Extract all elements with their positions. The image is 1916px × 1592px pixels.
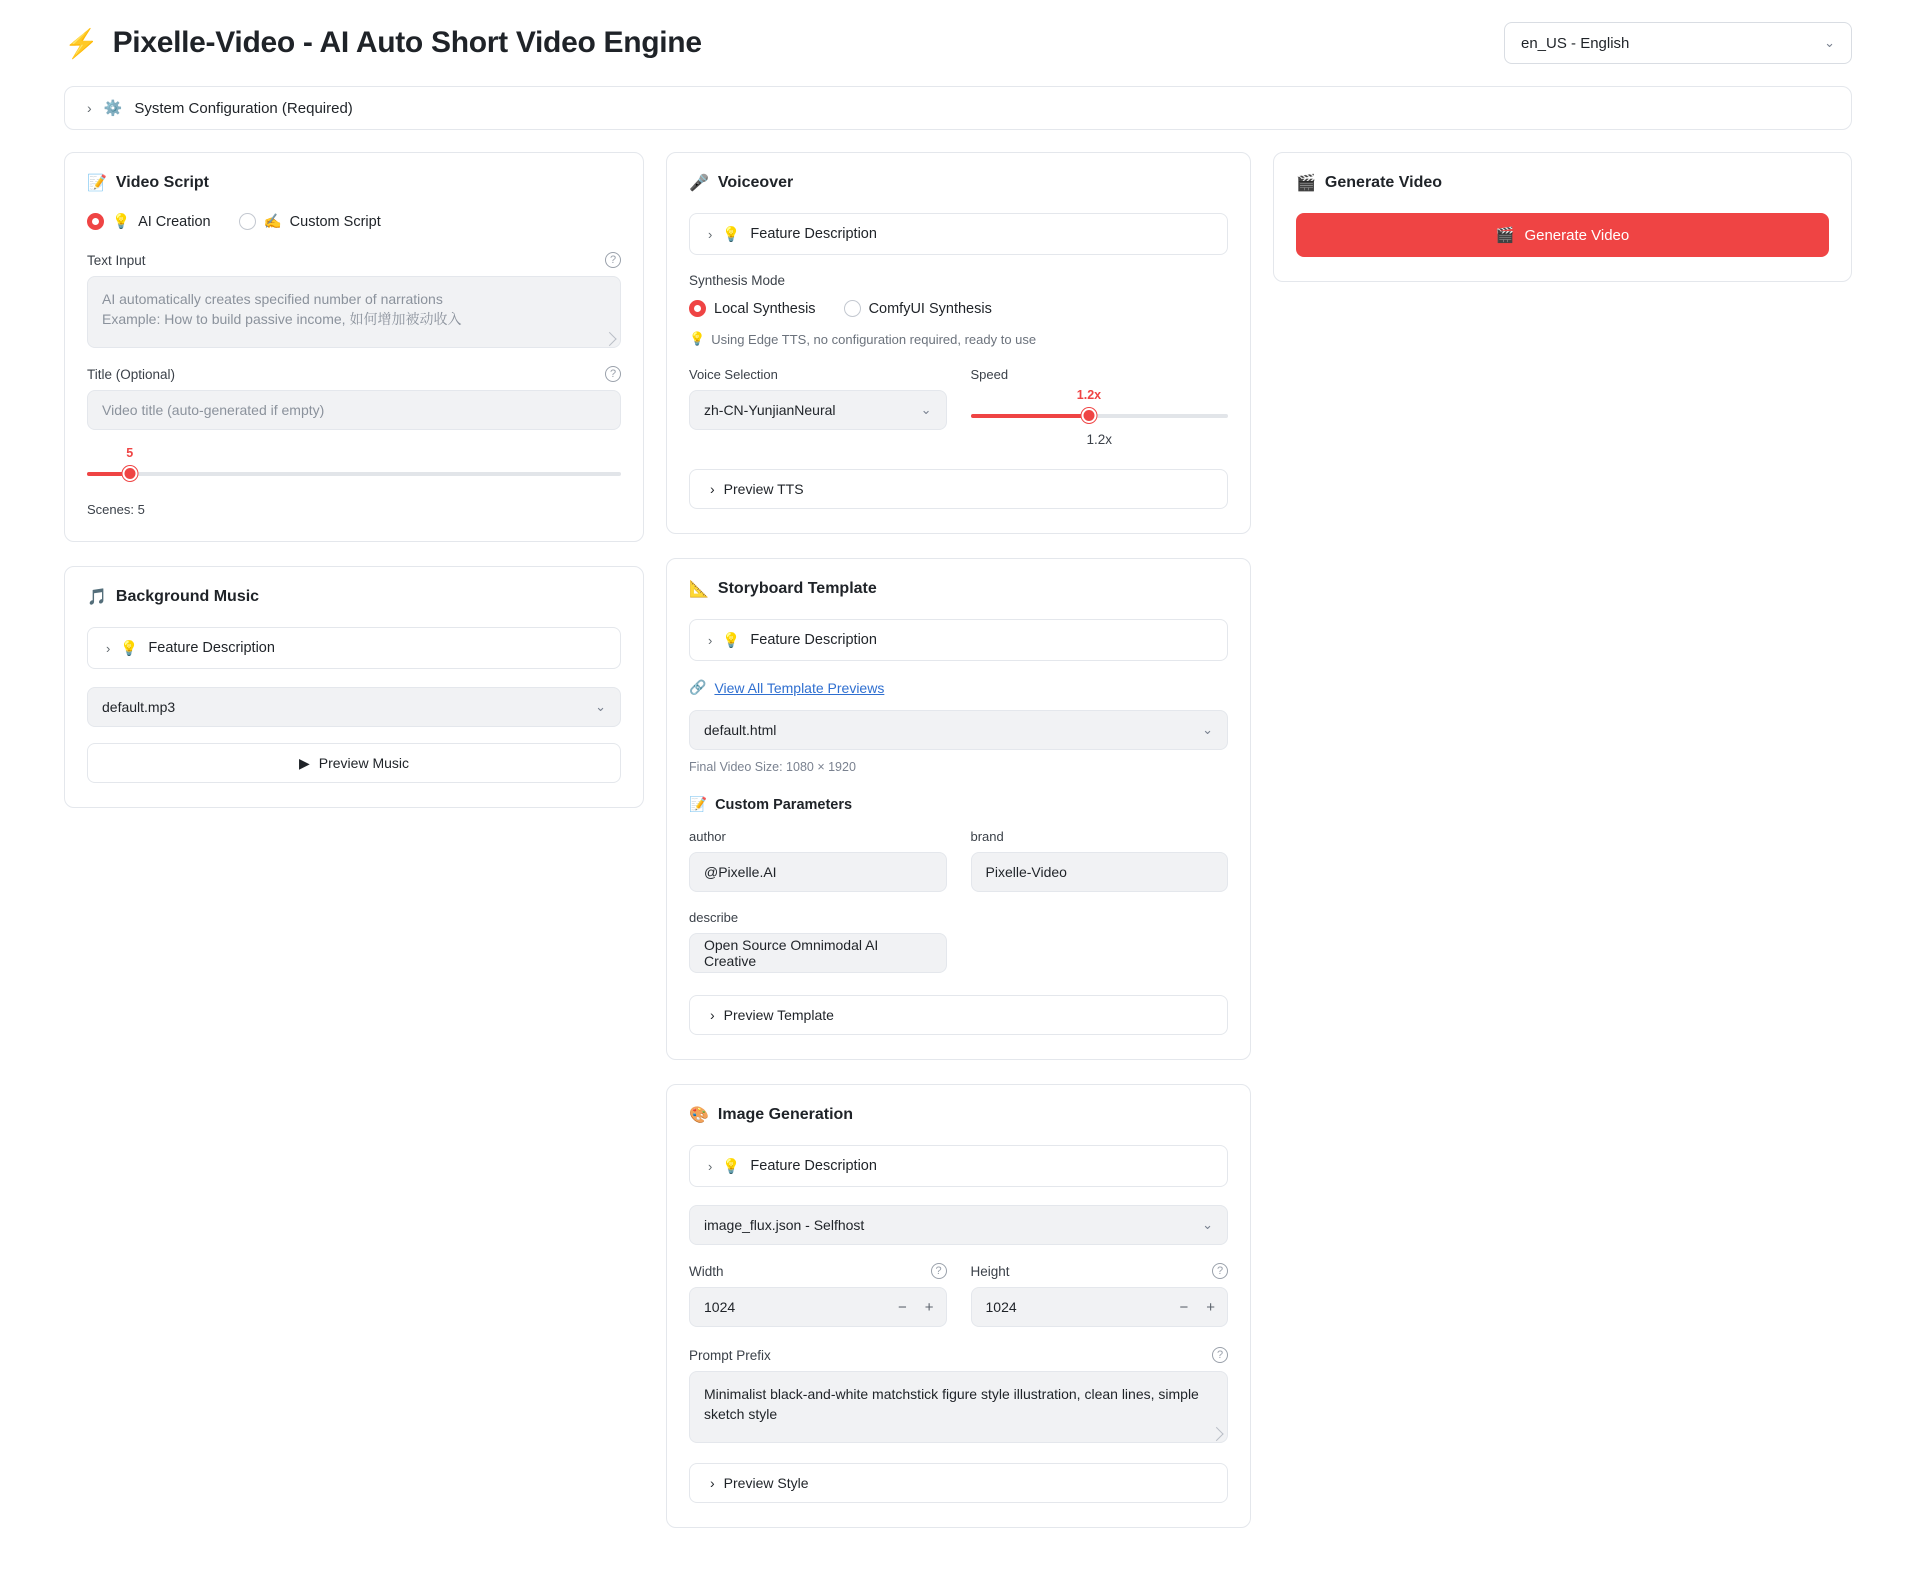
brand-value: Pixelle-Video	[985, 864, 1067, 880]
author-value: @Pixelle.AI	[704, 864, 777, 880]
width-label-row	[689, 1263, 947, 1279]
resize-handle-icon[interactable]	[1210, 1427, 1224, 1441]
brand-label: brand	[970, 829, 1004, 844]
voiceover-feature-description[interactable]	[689, 213, 1228, 255]
speed-slider[interactable]	[971, 390, 1229, 430]
speed-group	[971, 367, 1229, 447]
music-file-select[interactable]	[87, 687, 621, 727]
radio-local-synthesis[interactable]	[689, 300, 816, 317]
page-title-text: Pixelle-Video - AI Auto Short Video Engine	[112, 26, 702, 59]
bulb-icon: 💡	[722, 632, 741, 649]
chevron-right-icon: ›	[710, 1475, 715, 1491]
width-increment-button[interactable]: +	[924, 1298, 934, 1316]
preview-template-label: Preview Template	[723, 1007, 834, 1023]
author-brand-row	[689, 829, 1228, 892]
describe-value: Open Source Omnimodal AI Creative	[704, 937, 879, 969]
width-stepper-ops	[898, 1299, 934, 1316]
writing-hand-icon: ✍️	[263, 214, 282, 230]
help-icon[interactable]: ?	[605, 252, 621, 268]
music-note-icon: 🎵	[87, 589, 107, 606]
describe-group	[689, 910, 947, 973]
brand-field[interactable]	[971, 852, 1229, 892]
voiceover-hint	[689, 331, 1228, 347]
gear-icon: ⚙️	[103, 100, 123, 117]
text-input-label-row	[87, 252, 621, 268]
preview-template-button[interactable]	[689, 995, 1228, 1035]
microphone-icon: 🎤	[689, 175, 709, 192]
system-configuration-label: System Configuration (Required)	[134, 99, 353, 117]
image-generation-title	[689, 1105, 1228, 1125]
background-music-title-text: Background Music	[115, 588, 260, 605]
chevron-right-icon: ›	[710, 1007, 715, 1023]
chevron-down-icon: ⌄	[1824, 35, 1835, 50]
bolt-icon: ⚡	[64, 27, 99, 59]
palette-icon: 🎨	[689, 1107, 709, 1124]
bulb-icon: 💡	[689, 331, 706, 346]
help-icon[interactable]: ?	[1212, 1347, 1228, 1363]
bulb-icon: 💡	[722, 226, 741, 243]
column-middle	[666, 152, 1251, 1552]
ruler-icon: 📐	[689, 581, 709, 598]
width-decrement-button[interactable]: −	[897, 1298, 907, 1316]
background-music-card	[64, 566, 644, 808]
view-all-templates-link[interactable]: View All Template Previews	[714, 679, 885, 696]
brand-group	[971, 829, 1229, 892]
radio-local-synthesis-label: Local Synthesis	[714, 300, 816, 317]
synthesis-mode-radio-group	[689, 300, 1228, 317]
scenes-slider-value: 5	[126, 446, 134, 460]
help-icon[interactable]: ?	[931, 1263, 947, 1279]
link-icon: 🔗	[689, 679, 707, 695]
radio-ai-creation[interactable]	[87, 213, 211, 230]
language-select[interactable]	[1504, 22, 1852, 64]
storyboard-title-text: Storyboard Template	[717, 580, 877, 597]
preview-tts-label: Preview TTS	[723, 481, 804, 497]
script-icon: 📝	[689, 797, 708, 813]
system-configuration-accordion[interactable]	[64, 86, 1852, 130]
clapperboard-icon: 🎬	[1296, 175, 1316, 192]
column-left	[64, 152, 644, 832]
voiceover-hint-text: Using Edge TTS, no configuration required, ready to use	[711, 331, 1037, 347]
feature-description-label: Feature Description	[148, 640, 275, 656]
radio-custom-script[interactable]	[239, 213, 381, 230]
author-label: author	[689, 829, 726, 844]
radio-custom-script-label: Custom Script	[289, 213, 381, 230]
radio-local-synthesis-control[interactable]	[689, 300, 706, 317]
voiceover-title-text: Voiceover	[717, 174, 794, 191]
custom-parameters-title	[689, 796, 1228, 813]
image-generation-title-text: Image Generation	[717, 1106, 854, 1123]
width-stepper[interactable]	[689, 1287, 947, 1327]
preview-music-label: Preview Music	[318, 755, 410, 771]
author-group	[689, 829, 947, 892]
view-all-templates-row[interactable]	[689, 679, 1228, 696]
workflow-select[interactable]	[689, 1205, 1228, 1245]
template-select-value: default.html	[704, 722, 777, 738]
script-mode-radio-group	[87, 213, 621, 230]
height-decrement-button[interactable]: −	[1179, 1298, 1189, 1316]
feature-description-label: Feature Description	[750, 632, 877, 648]
radio-ai-creation-control[interactable]	[87, 213, 104, 230]
background-music-feature-description[interactable]	[87, 627, 621, 669]
resize-handle-icon[interactable]	[603, 332, 617, 346]
radio-ai-creation-label: AI Creation	[138, 213, 211, 230]
speed-value-caption: 1.2x	[1086, 432, 1113, 447]
storyboard-title	[689, 579, 1228, 599]
title-input[interactable]	[87, 390, 621, 430]
width-value: 1024	[704, 1299, 736, 1315]
help-icon[interactable]: ?	[1212, 1263, 1228, 1279]
author-field[interactable]	[689, 852, 947, 892]
background-music-title	[87, 587, 621, 607]
help-icon[interactable]: ?	[605, 366, 621, 382]
storyboard-template-card	[666, 558, 1251, 1060]
describe-label: describe	[689, 910, 739, 925]
voice-selection-label: Voice Selection	[689, 367, 778, 382]
speed-slider-value: 1.2x	[1076, 388, 1102, 402]
main-columns	[64, 152, 1852, 1552]
voiceover-title	[689, 173, 1228, 193]
play-icon: ▶	[298, 754, 310, 771]
chevron-down-icon: ⌄	[920, 402, 932, 417]
bulb-icon: 💡	[112, 214, 131, 230]
speed-label: Speed	[970, 367, 1009, 382]
title-input-placeholder: Video title (auto-generated if empty)	[102, 402, 325, 418]
voice-selection-group	[689, 367, 947, 447]
clapperboard-icon: 🎬	[1495, 227, 1515, 244]
voice-speed-row	[689, 367, 1228, 447]
feature-description-label: Feature Description	[750, 1158, 877, 1174]
generate-video-title-text: Generate Video	[1324, 174, 1443, 191]
height-group	[971, 1263, 1229, 1327]
final-video-size: Final Video Size: 1080 × 1920	[689, 760, 856, 774]
chevron-down-icon: ⌄	[1202, 722, 1213, 737]
chevron-right-icon: ›	[708, 1158, 713, 1174]
text-input-label: Text Input	[87, 252, 146, 268]
video-script-title-text: Video Script	[115, 174, 209, 191]
storyboard-feature-description[interactable]	[689, 619, 1228, 661]
prompt-prefix-label: Prompt Prefix	[689, 1347, 771, 1363]
width-label: Width	[689, 1263, 724, 1279]
text-input-placeholder-line1: AI automatically creates specified number of narrations	[102, 291, 443, 307]
bulb-icon: 💡	[120, 640, 139, 657]
generate-video-card	[1273, 152, 1852, 282]
video-script-title	[87, 173, 621, 193]
prompt-prefix-label-row	[689, 1347, 1228, 1363]
voice-selection-select[interactable]	[689, 390, 947, 430]
generate-video-button[interactable]	[1296, 213, 1829, 257]
prompt-prefix-value: Minimalist black-and-white matchstick figure style illustration, clean lines, simple sketch style	[704, 1386, 1199, 1423]
speed-slider-track[interactable]	[971, 414, 1229, 418]
column-right	[1273, 152, 1852, 306]
radio-custom-script-control[interactable]	[239, 213, 256, 230]
chevron-right-icon: ›	[710, 481, 715, 497]
template-select[interactable]	[689, 710, 1228, 750]
describe-field[interactable]	[689, 933, 947, 973]
height-stepper[interactable]	[971, 1287, 1229, 1327]
custom-parameters-title-text: Custom Parameters	[715, 796, 853, 813]
height-increment-button[interactable]: +	[1206, 1298, 1215, 1316]
width-group	[689, 1263, 947, 1327]
image-generation-feature-description[interactable]	[689, 1145, 1228, 1187]
chevron-right-icon: ›	[708, 226, 713, 242]
synthesis-mode-label: Synthesis Mode	[689, 273, 786, 288]
title-label-row	[87, 366, 621, 382]
feature-description-label: Feature Description	[750, 226, 877, 242]
scenes-slider-track[interactable]	[87, 472, 621, 476]
scenes-slider-thumb[interactable]	[122, 466, 137, 481]
height-label: Height	[970, 1263, 1010, 1279]
language-select-value: en_US - English	[1521, 34, 1630, 52]
height-value: 1024	[985, 1299, 1017, 1315]
chevron-right-icon: ›	[106, 640, 111, 656]
height-label-row	[971, 1263, 1229, 1279]
chevron-right-icon: ›	[87, 100, 92, 116]
video-script-card	[64, 152, 644, 542]
preview-music-button[interactable]	[87, 743, 621, 783]
text-input[interactable]	[87, 276, 621, 348]
voiceover-card	[666, 152, 1251, 534]
scenes-caption: Scenes: 5	[87, 502, 145, 517]
radio-comfyui-synthesis-label: ComfyUI Synthesis	[868, 300, 992, 317]
generate-video-button-label: Generate Video	[1524, 226, 1630, 244]
prompt-prefix-textarea[interactable]	[689, 1371, 1228, 1443]
bulb-icon: 💡	[722, 1158, 741, 1175]
music-file-value: default.mp3	[102, 699, 176, 715]
scenes-slider[interactable]	[87, 448, 621, 488]
text-input-placeholder-line2: Example: How to build passive income, 如何增加被动收入	[102, 311, 462, 328]
radio-comfyui-synthesis[interactable]	[844, 300, 992, 317]
speed-slider-thumb[interactable]	[1081, 408, 1096, 423]
preview-style-button[interactable]	[689, 1463, 1228, 1503]
chevron-down-icon: ⌄	[595, 699, 606, 714]
speed-slider-fill	[971, 414, 1089, 418]
script-icon: 📝	[87, 175, 107, 192]
height-stepper-ops	[1179, 1299, 1215, 1316]
preview-style-label: Preview Style	[723, 1475, 809, 1491]
app-header	[64, 22, 1852, 64]
radio-comfyui-synthesis-control[interactable]	[844, 300, 861, 317]
image-generation-card	[666, 1084, 1251, 1528]
width-height-row	[689, 1263, 1228, 1327]
generate-video-title	[1296, 173, 1829, 193]
workflow-select-value: image_flux.json - Selfhost	[704, 1217, 865, 1233]
chevron-right-icon: ›	[708, 632, 713, 648]
page-title	[64, 26, 702, 60]
chevron-down-icon: ⌄	[1202, 1217, 1213, 1232]
voice-selection-value: zh-CN-YunjianNeural	[704, 402, 836, 418]
title-label: Title (Optional)	[87, 366, 176, 382]
preview-tts-button[interactable]	[689, 469, 1228, 509]
